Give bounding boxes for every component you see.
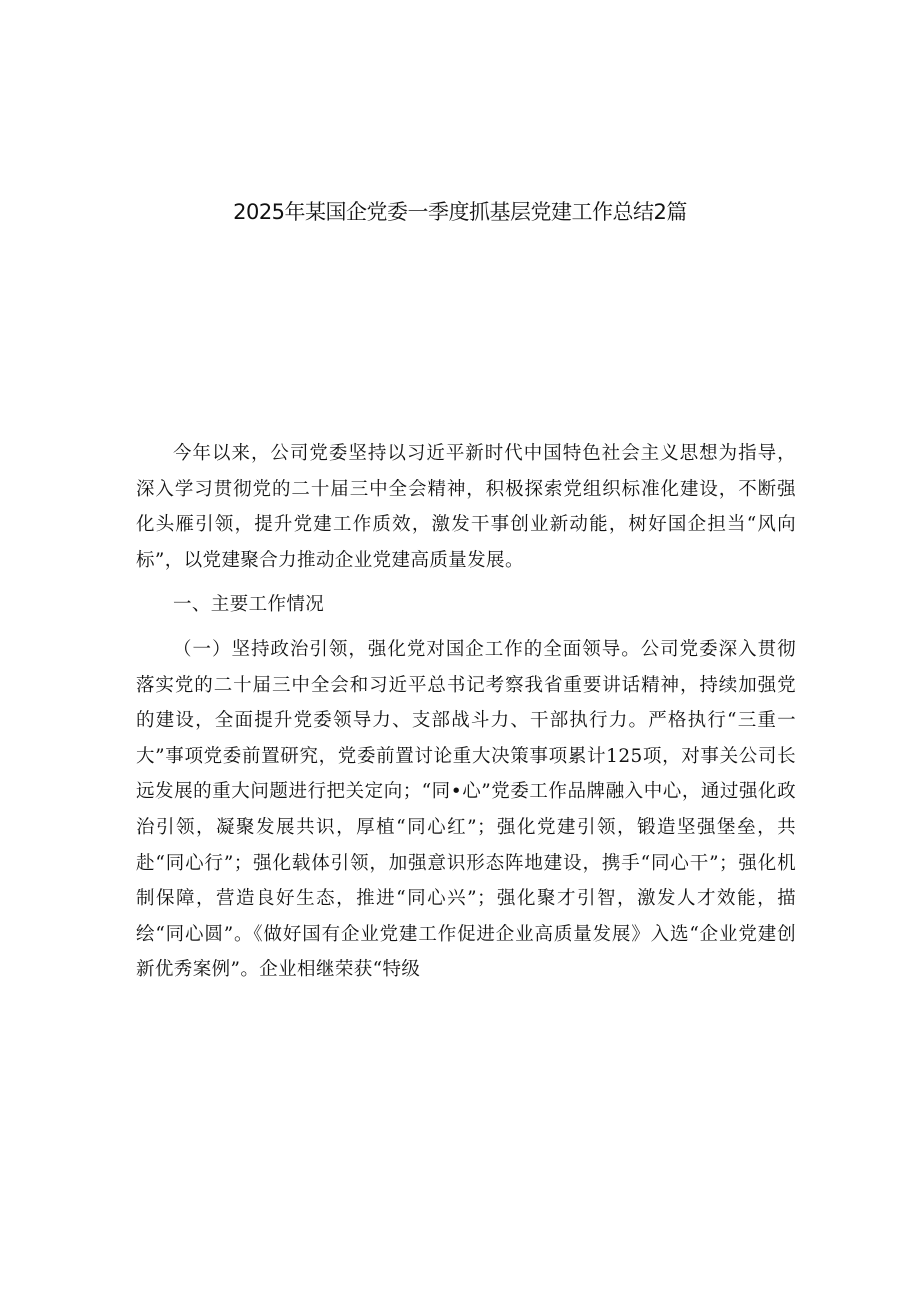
document-title: 2025年某国企党委一季度抓基层党建工作总结2篇 [233,200,687,224]
subsection-paragraph: （一）坚持政治引领，强化党对国企工作的全面领导。公司党委深入贯彻落实党的二十届三中全会和习近平总书记考察我省重要讲话精神，持续加强党的建设，全面提升党委领导力、支部战斗力、干部执行力。严格执行“三重一大”事项党委前置研究，党委前置讨论重大决策事项累计125项，对事关公司长远发展的重大问题进行把关定向；“同•心”党委工作品牌融入中心，通过强化政治引领，凝聚发展共识，厚植“同心红”；强化党建引领，锻造坚强堡垒，共赴“同心行”；强化载体引领，加强意识形态阵地建设，携手“同心干”；强化机制保障，营造良好生态，推进“同心兴”；强化聚才引智，激发人才效能，描绘“同心圆”。《做好国有企业党建工作促进企业高质量发展》入选“企业党建创新优秀案例”。企业相继荣获“特级 [136,638,796,981]
section-heading: 一、主要工作情况 [173,594,325,616]
intro-paragraph: 今年以来，公司党委坚持以习近平新时代中国特色社会主义思想为指导，深入学习贯彻党的二十届三中全会精神，积极探索党组织标准化建设，不断强化头雁引领，提升党建工作质效，激发干事创业新动能，树好国企担当“风向标”，以党建聚合力推动企业党建高质量发展。 [136,443,796,571]
document-body [136,436,796,988]
